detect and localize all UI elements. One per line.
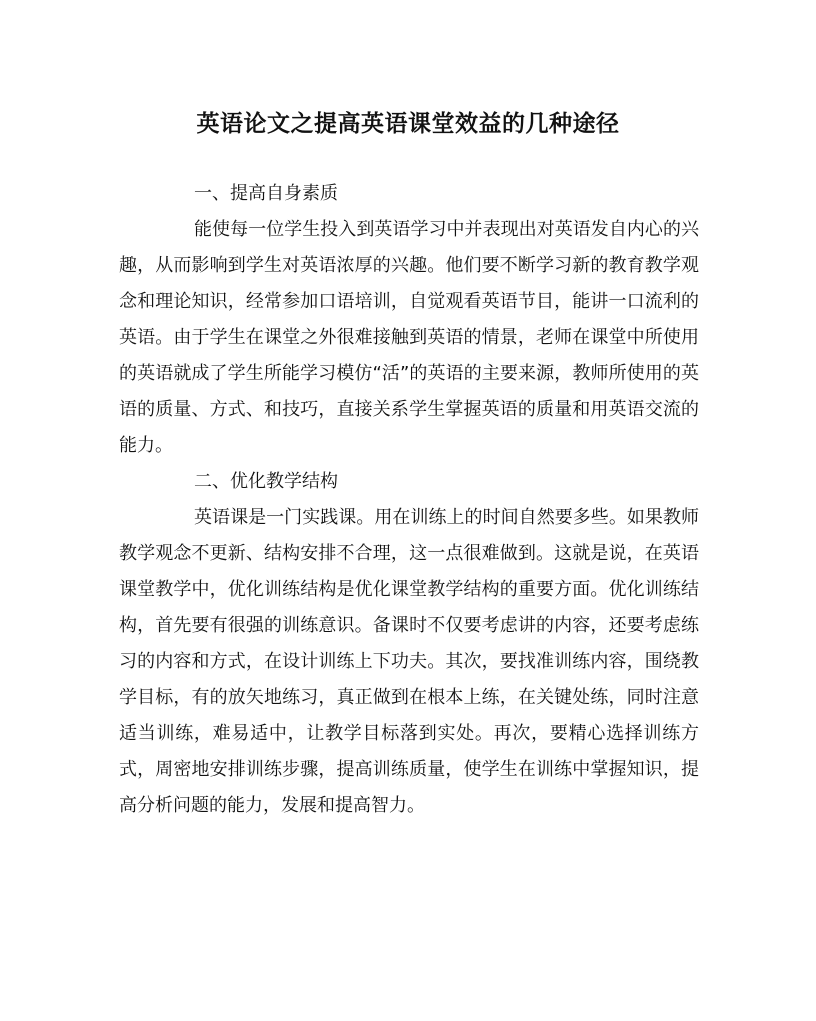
document-title: 英语论文之提高英语课堂效益的几种途径 bbox=[196, 110, 620, 137]
document-body bbox=[119, 176, 699, 824]
section-heading-2: 二、优化教学结构 bbox=[194, 471, 338, 492]
section-paragraph-1: 能使每一位学生投入到英语学习中并表现出对英语发自内心的兴趣，从而影响到学生对英语浓厚的兴趣。他们要不断学习新的教育教学观念和理论知识，经常参加口语培训，自觉观看英语节目，能讲一口流利的英语。由于学生在课堂之外很难接触到英语的情景，老师在课堂中所使用的英语就成了学生所能学习模仿“活”的英语的主要来源，教师所使用的英语的质量、方式、和技巧，直接关系学生掌握英语的质量和用英语交流的能力。 bbox=[119, 219, 699, 456]
section-heading-1: 一、提高自身素质 bbox=[194, 183, 338, 204]
section-paragraph-2: 英语课是一门实践课。用在训练上的时间自然要多些。如果教师教学观念不更新、结构安排不合理，这一点很难做到。这就是说，在英语课堂教学中，优化训练结构是优化课堂教学结构的重要方面。优化训练结构，首先要有很强的训练意识。备课时不仅要考虑讲的内容，还要考虑练习的内容和方式，在设计训练上下功夫。其次，要找准训练内容，围绕教学目标，有的放矢地练习，真正做到在根本上练，在关键处练，同时注意适当训练，难易适中，让教学目标落到实处。再次，要精心选择训练方式，周密地安排训练步骤，提高训练质量，使学生在训练中掌握知识，提高分析问题的能力，发展和提高智力。 bbox=[119, 507, 699, 816]
